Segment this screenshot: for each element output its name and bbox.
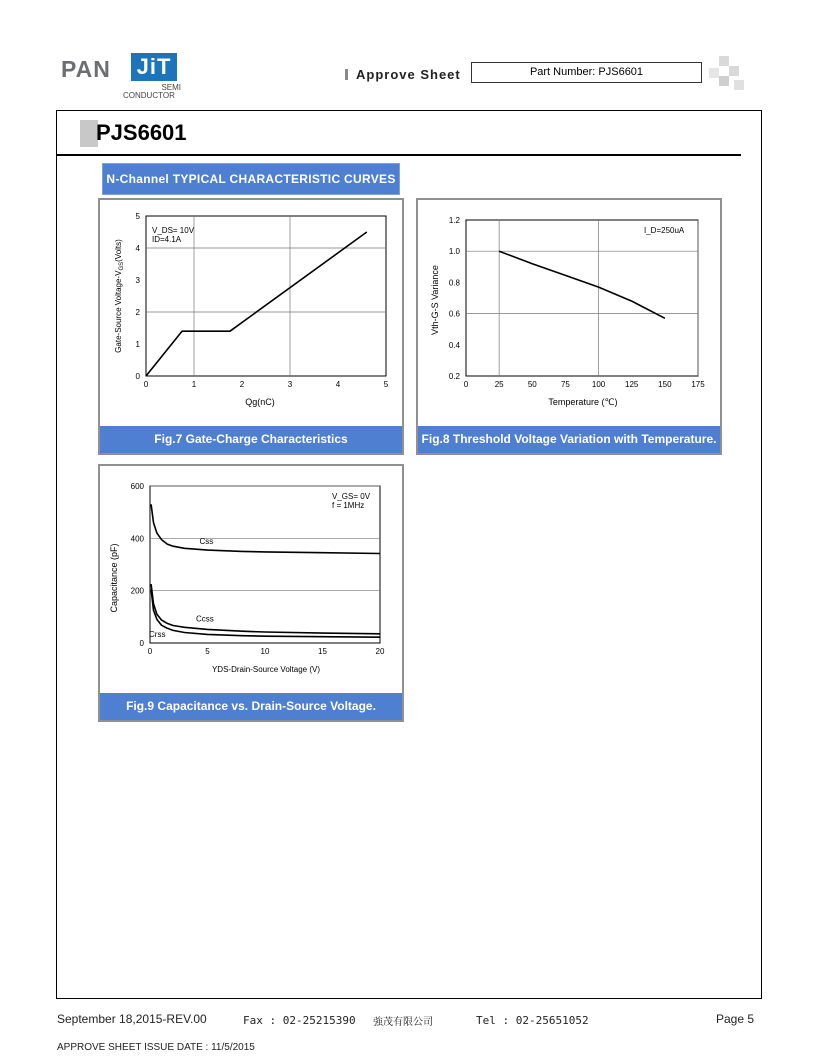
footer-page: Page 5: [716, 1012, 755, 1026]
section-tab: N-Channel TYPICAL CHARACTERISTIC CURVES: [102, 163, 400, 195]
capacitance-chart: [100, 466, 402, 693]
y-tick-label: 0.6: [448, 309, 460, 319]
series-line: [499, 251, 665, 318]
annotation-id: ID=4.1A: [152, 235, 182, 244]
x-axis-label: Qg(nC): [245, 397, 275, 407]
fig9-caption: Fig.9 Capacitance vs. Drain-Source Voltage.: [100, 693, 402, 720]
y-tick-label: 0.4: [448, 340, 460, 350]
part-number-box: Part Number: PJS6601: [471, 62, 702, 83]
logo-semi-text: SEMI: [161, 83, 181, 92]
y-tick-label: 0.8: [448, 278, 460, 288]
y-tick-label: 1.2: [448, 216, 460, 225]
threshold-voltage-chart: [418, 200, 720, 426]
x-tick-label: 1: [191, 380, 197, 389]
series-line: [146, 232, 367, 376]
x-tick-label: 0: [147, 647, 153, 656]
x-tick-label: 75: [560, 380, 570, 389]
fig8-caption: Fig.8 Threshold Voltage Variation with Temperature.: [418, 426, 720, 453]
y-tick-label: 2: [135, 308, 140, 317]
fig8-panel: [416, 198, 722, 455]
series-label-crss: Crss: [149, 630, 166, 640]
y-axis-label: Gate-Source Voltage-$V_{GS}(Volts)$: [114, 239, 125, 353]
x-tick-label: 150: [658, 380, 672, 389]
annotation-freq: f = 1MHz: [332, 501, 365, 510]
y-tick-label: 5: [135, 212, 140, 221]
y-tick-label: 0.2: [448, 372, 460, 381]
logo-pan-text: PAN: [61, 56, 111, 82]
y-tick-label: 400: [130, 534, 144, 544]
footer-date-rev: September 18,2015-REV.00: [57, 1012, 207, 1026]
x-tick-label: 15: [318, 647, 327, 656]
y-tick-label: 0: [139, 639, 144, 648]
issue-date: APPROVE SHEET ISSUE DATE : 11/5/2015: [57, 1042, 255, 1053]
y-tick-label: 4: [135, 244, 140, 253]
plot-frame: [146, 216, 386, 376]
x-tick-label: 50: [527, 380, 537, 389]
y-tick-label: 0: [135, 372, 140, 381]
x-tick-label: 3: [287, 380, 293, 389]
title-divider: [57, 154, 741, 156]
x-tick-label: 5: [383, 380, 389, 389]
approve-sheet-label: Approve Sheet: [356, 67, 461, 82]
x-tick-label: 0: [143, 380, 149, 389]
x-tick-label: 25: [494, 380, 504, 389]
checker-decoration-icon: [706, 56, 744, 92]
y-tick-label: 600: [130, 482, 144, 491]
y-tick-label: 3: [135, 276, 140, 285]
fig7-caption: Fig.7 Gate-Charge Characteristics: [100, 426, 402, 453]
fig9-panel: [98, 464, 404, 722]
series-line-crss: [149, 589, 380, 640]
footer-tel: Tel : 02-25651052: [476, 1014, 589, 1027]
annotation-id: I_D=250uA: [644, 226, 685, 235]
y-tick-label: 200: [130, 586, 144, 596]
x-tick-label: 20: [375, 647, 385, 656]
panjit-logo: [61, 53, 186, 99]
y-tick-label: 1.0: [448, 247, 460, 257]
annotation-vds: V_DS= 10V: [152, 226, 195, 235]
plot-frame: [466, 220, 698, 376]
x-tick-label: 100: [591, 380, 606, 389]
x-tick-label: 125: [625, 380, 639, 389]
series-label-css: Css: [199, 537, 214, 547]
gate-charge-chart: [100, 200, 402, 426]
page-title: PJS6601: [96, 120, 187, 145]
series-line-ccss: [151, 584, 380, 634]
approve-marker: [345, 69, 348, 80]
y-axis-label: Vth-G-S Variance: [430, 265, 440, 335]
x-tick-label: 2: [239, 380, 245, 389]
x-tick-label: 5: [205, 647, 210, 656]
x-tick-label: 0: [463, 380, 469, 389]
x-tick-label: 10: [260, 647, 270, 656]
series-label-ccss: Ccss: [196, 614, 214, 624]
y-axis-label: Capacitance (pF): [109, 543, 119, 613]
x-axis-label: YDS-Drain-Source Voltage (V): [211, 665, 321, 674]
x-tick-label: 4: [335, 380, 341, 389]
y-tick-label: 1: [135, 340, 140, 349]
x-tick-label: 175: [691, 380, 705, 389]
footer-company: 強茂有限公司: [373, 1017, 433, 1028]
logo-jit-text: JiT: [131, 53, 177, 81]
logo-conductor-text: CONDUCTOR: [123, 91, 175, 100]
fig7-panel: [98, 198, 404, 455]
footer-fax: Fax : 02-25215390: [243, 1014, 356, 1027]
series-line-css: [151, 504, 380, 553]
annotation-vgs: V_GS= 0V: [332, 492, 371, 501]
x-axis-label: Temperature (℃): [548, 397, 618, 407]
